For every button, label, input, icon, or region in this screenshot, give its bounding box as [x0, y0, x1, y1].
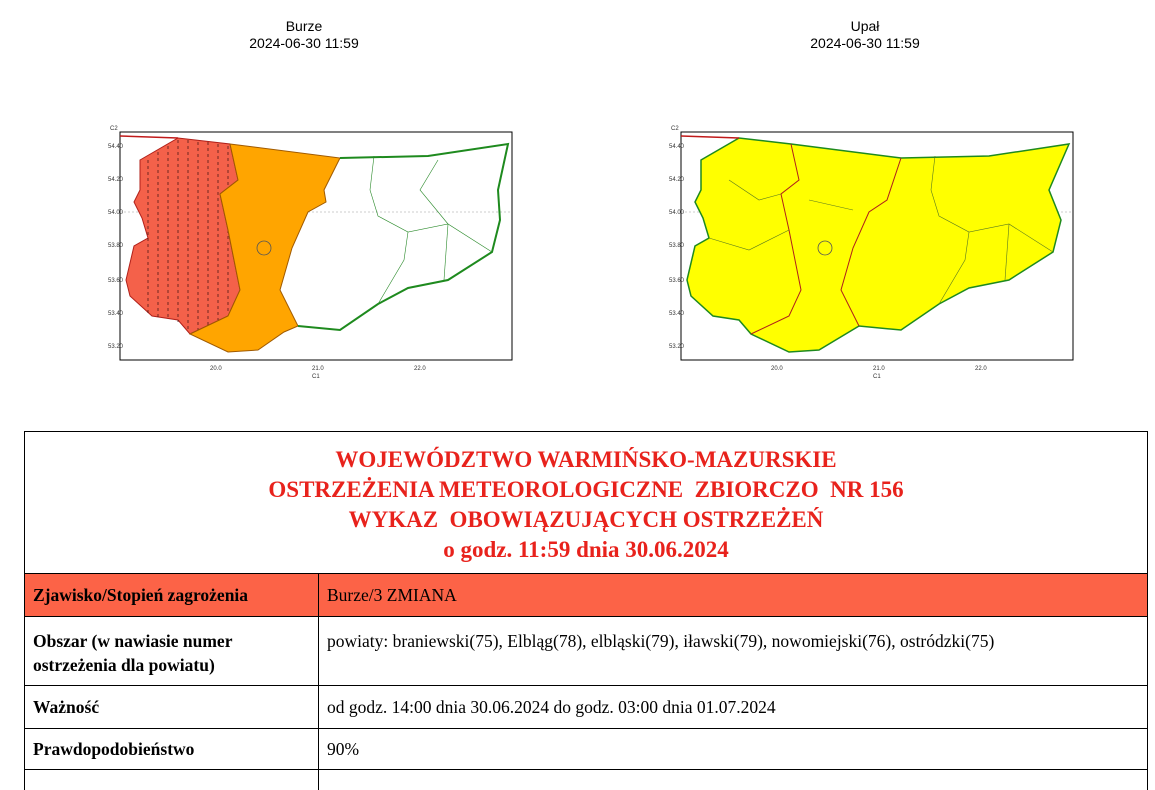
lon-axis — [771, 366, 987, 380]
map-datetime: 2024-06-30 11:59 — [810, 35, 920, 51]
lon-sub-label: C1 — [873, 374, 881, 380]
header-list-title: WYKAZ OBOWIĄZUJĄCYCH OSTRZEŻEŃ — [348, 506, 824, 532]
lat-label: 53.60 — [669, 278, 685, 284]
phenomenon-label: Zjawisko/Stopień zagrożenia — [25, 574, 319, 616]
map-title: Burze — [285, 18, 323, 34]
lat-label: 53.60 — [108, 278, 124, 284]
area-label — [25, 617, 319, 685]
map-datetime: 2024-06-30 11:59 — [249, 35, 359, 51]
lat-label: 54.00 — [108, 210, 124, 216]
row-phenomenon — [25, 574, 1147, 617]
map-title: Upał — [850, 18, 880, 34]
lat-label: 53.80 — [669, 243, 685, 249]
header-issue-time: o godz. 11:59 dnia 30.06.2024 — [443, 536, 729, 562]
header-voivodeship: WOJEWÓDZTWO WARMIŃSKO-MAZURSKIE — [335, 446, 837, 472]
map-caption-upal — [735, 18, 995, 52]
header-bulletin-number: OSTRZEŻENIA METEOROLOGICZNE ZBIORCZO NR 156 — [268, 476, 904, 502]
lon-label: 22.0 — [975, 366, 987, 372]
lat-label: 53.80 — [108, 243, 124, 249]
lon-axis — [210, 366, 426, 380]
lat-label: 54.40 — [669, 144, 685, 150]
warnings-table — [24, 431, 1148, 790]
row-validity — [25, 686, 1147, 729]
corner-label: C2 — [671, 126, 679, 132]
lon-label: 20.0 — [210, 366, 222, 372]
validity-label: Ważność — [25, 686, 319, 728]
row-next-partial — [25, 770, 1147, 790]
area-label-line1: Obszar (w nawiasie numer — [33, 631, 233, 651]
lon-label: 20.0 — [771, 366, 783, 372]
area-label-line2: ostrzeżenia dla powiatu) — [33, 655, 215, 675]
corner-label: C2 — [110, 126, 118, 132]
map-caption-burze — [174, 18, 434, 52]
lon-label: 22.0 — [414, 366, 426, 372]
next-row-value-cell — [319, 770, 1147, 790]
validity-value: od godz. 14:00 dnia 30.06.2024 do godz. 03:00 dnia 01.07.2024 — [327, 697, 776, 717]
lat-label: 54.20 — [108, 177, 124, 183]
lon-label: 21.0 — [873, 366, 885, 372]
lat-label: 53.20 — [108, 344, 124, 350]
row-probability — [25, 729, 1147, 770]
next-row-label-cell — [25, 770, 319, 790]
phenomenon-value: Burze/3 ZMIANA — [327, 585, 457, 605]
lon-sub-label: C1 — [312, 374, 320, 380]
lat-label: 53.40 — [669, 311, 685, 317]
warning-map-storms — [108, 120, 518, 382]
lat-label: 53.20 — [669, 344, 685, 350]
lat-label: 54.00 — [669, 210, 685, 216]
warnings-header — [25, 432, 1147, 574]
lat-label: 54.20 — [669, 177, 685, 183]
lat-label: 53.40 — [108, 311, 124, 317]
lon-label: 21.0 — [312, 366, 324, 372]
row-area — [25, 617, 1147, 686]
warning-map-heat — [669, 120, 1079, 382]
area-value: powiaty: braniewski(75), Elbląg(78), elbląski(79), iławski(79), nowomiejski(76), ostródzki(75) — [327, 631, 995, 651]
probability-value: 90% — [327, 739, 360, 759]
probability-label: Prawdopodobieństwo — [25, 729, 319, 769]
lat-label: 54.40 — [108, 144, 124, 150]
